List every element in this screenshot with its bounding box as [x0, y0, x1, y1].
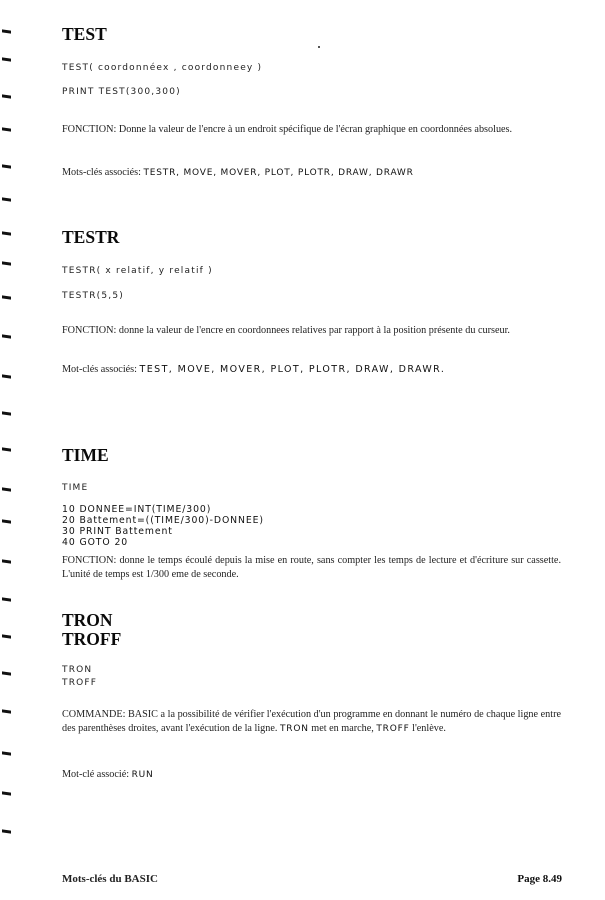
related-keywords: TEST, MOVE, MOVER, PLOT, PLOTR, DRAW, DRAWR. [139, 364, 446, 375]
related-keywords: RUN [131, 770, 154, 780]
syntax-testr: TESTR( x relatif, y relatif ) [62, 266, 213, 276]
syntax-test: TEST( coordonnéex , coordonneey ) [62, 63, 263, 73]
code-line: 20 Battement=((TIME/300)-DONNEE) [62, 515, 264, 526]
section-title-time: TIME [62, 445, 109, 465]
related-testr [62, 362, 561, 377]
section-title-test: TEST [62, 24, 107, 44]
description-text: met en marche, [311, 722, 374, 734]
description-text: COMMANDE: BASIC a la possibilité de vérifier l'exécution d'un programme en donnant le numéro de chaque ligne entre des parenthèses droites, avant l'exécution de la ligne. [62, 709, 561, 734]
description-test: FONCTION: Donne la valeur de l'encre à un endroit spécifique de l'écran graphique en coordonnées absolues. [62, 124, 513, 135]
section-title-tron: TRON [62, 610, 113, 630]
section-title-troff: TROFF [62, 629, 122, 649]
page-binding-edge [0, 0, 14, 900]
related-label: Mot-clé associé: [62, 769, 130, 780]
syntax-tron: TRON [62, 665, 93, 675]
keyword-tron: TRON [279, 723, 309, 734]
syntax-troff: TROFF [62, 678, 98, 688]
code-line: 30 PRINT Battement [62, 526, 173, 537]
syntax-time: TIME [62, 483, 89, 493]
description-time: FONCTION: donne le temps écoulé depuis la mise en route, sans compter les temps de lecture et d'écriture sur cassette. L'unité de temps est 1/300 eme de seconde. [62, 555, 561, 580]
related-tron-troff [62, 768, 561, 783]
example-testr: TESTR(5,5) [62, 291, 124, 301]
code-line: 10 DONNEE=INT(TIME/300) [62, 504, 212, 515]
related-label: Mot-clés associés: [62, 364, 137, 375]
section-title-testr: TESTR [62, 227, 120, 247]
example-test: PRINT TEST(300,300) [62, 87, 181, 97]
print-speck [318, 46, 320, 48]
footer-page-number: Page 8.49 [517, 873, 562, 885]
description-text: l'enlève. [412, 722, 446, 734]
description-testr: FONCTION: donne la valeur de l'encre en coordonnees relatives par rapport à la position présente du curseur. [62, 325, 510, 336]
related-test [62, 166, 561, 181]
related-keywords: TESTR, MOVE, MOVER, PLOT, PLOTR, DRAW, DRAWR [143, 168, 414, 178]
related-label: Mots-clés associés: [62, 167, 141, 178]
footer-chapter-title: Mots-clés du BASIC [62, 873, 158, 885]
description-tron-troff [62, 708, 561, 736]
keyword-troff: TROFF [376, 723, 410, 734]
code-line: 40 GOTO 20 [62, 537, 129, 548]
